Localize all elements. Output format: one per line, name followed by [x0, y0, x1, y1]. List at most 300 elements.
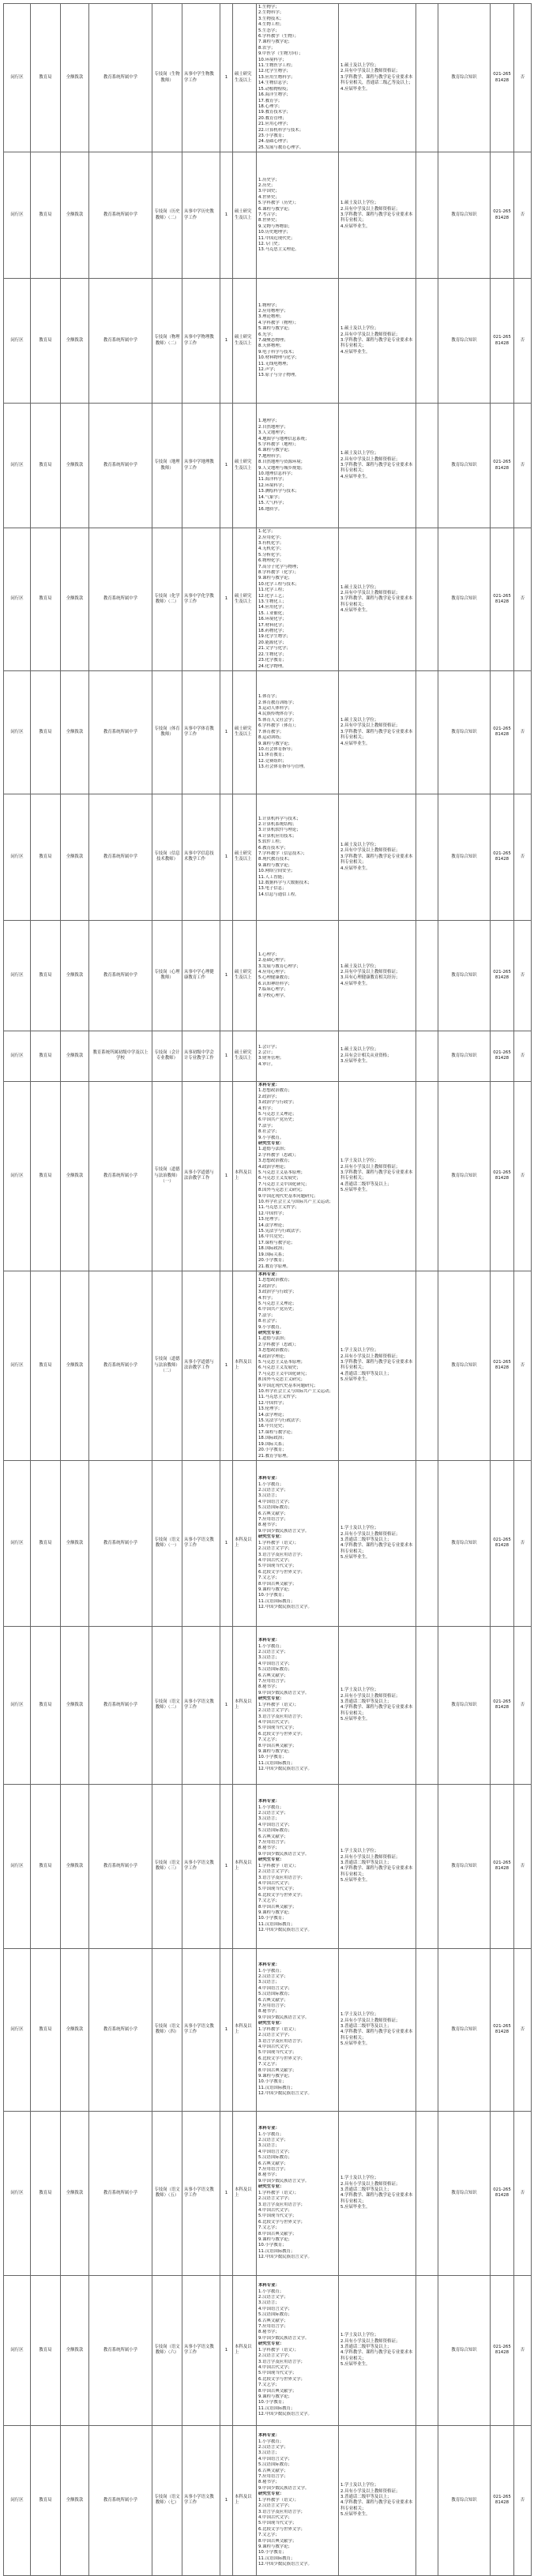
major-requirement-line: 9.课程与教学论；	[258, 1909, 292, 1915]
other-requirement-line: 4.学科教学、课程与教学论专业要求本科专业相关；	[340, 1705, 413, 1716]
major-requirement-line: 5.软件工程；	[258, 839, 284, 845]
major-requirement-line: 6.古典文献学；	[258, 1511, 288, 1516]
major-requirement-line: 2.汉语言文字学；	[258, 1869, 292, 1875]
major-requirement-line: 1.小学教育；	[258, 2131, 284, 2137]
major-requirements-cell	[257, 528, 339, 671]
major-requirement-line: 8.秘书学；	[258, 1846, 280, 1851]
employer-unit-cell: 教育系统所属小学	[89, 1460, 152, 1626]
major-requirement-line: 14.法学理论；	[258, 1222, 287, 1228]
major-requirement-line: 研究生专业：	[258, 1696, 284, 1702]
hire-count-cell: 1	[220, 794, 233, 920]
other-requirement-line: 3.学科教学、课程与教学论专业要求本科专业相关，普通话二级乙等及以上；	[340, 74, 413, 86]
major-requirement-line: 6.古典文献学；	[258, 2161, 288, 2166]
department-cell: 教育局	[31, 1271, 61, 1460]
hire-count-cell: 1	[220, 1271, 233, 1460]
other-requirement-line: 1.硕士及以上学位；	[340, 584, 379, 590]
funding-nature-cell: 全额拨款	[61, 279, 89, 404]
major-requirement-line: 3.语言学及应用语言学；	[258, 2038, 306, 2044]
major-requirement-line: 1.学科教学（语文）；	[258, 2347, 299, 2353]
major-requirement-line: 24.化学物理。	[258, 663, 287, 669]
funding-nature-cell: 全额拨款	[61, 2111, 89, 2275]
remark-cell: 否	[514, 152, 532, 279]
major-requirement-line: 15.工业催化；	[258, 610, 287, 616]
duty-cell: 从事小学道德与法治教学工作	[182, 1271, 220, 1460]
district-cell: 闵行区	[4, 1460, 31, 1626]
education-cell: 硕士研究生及以上	[233, 279, 257, 404]
other-requirement-line: 2.具有小学及以上教师资格证；	[340, 1531, 400, 1537]
major-requirement-line: 21.应用心理学；	[258, 122, 291, 127]
district-cell: 闵行区	[4, 1626, 31, 1784]
other-requirements-cell	[339, 1784, 416, 1948]
major-requirement-line: 8.中国古典文献学；	[258, 2538, 297, 2544]
major-requirement-line: 3.生物技术；	[258, 16, 284, 21]
employer-unit-cell: 教育系统所属小学	[89, 1081, 152, 1271]
position-row	[4, 1031, 532, 1081]
major-requirement-line: 6.古典文献学；	[258, 1834, 288, 1839]
major-requirement-line: 1.学科教学（语文）；	[258, 2497, 299, 2503]
major-requirement-line: 5.马克思主义基本原理；	[258, 1360, 306, 1365]
other-requirement-line: 5.应届毕业生。	[340, 2041, 370, 2047]
major-requirement-line: 7.文艺学；	[258, 2533, 280, 2538]
other-requirements-cell	[339, 1031, 416, 1081]
contact-phone-cell: 021-26581428	[491, 2425, 514, 2575]
education-cell: 本科及以上	[233, 1784, 257, 1948]
position-row	[4, 152, 532, 279]
major-requirement-line: 12.化学生物学；	[258, 69, 291, 74]
other-requirement-line: 3.普通话二级甲等及以上；	[340, 2187, 392, 2192]
major-requirement-line: 15.大气科学；	[258, 501, 287, 506]
exam-subject-cell: 教育综合知识	[438, 670, 491, 794]
employer-unit-cell: 教育系统所属中学	[89, 4, 152, 152]
district-cell: 闵行区	[4, 1784, 31, 1948]
major-requirement-line: 研究生专业：	[258, 1140, 284, 1146]
remark-cell: 否	[514, 920, 532, 1031]
post-name-cell: 专技岗（语文教师）（四）	[152, 1948, 182, 2111]
other-requirement-line: 5.应届毕业生。	[340, 1188, 370, 1193]
major-requirement-line: 10.化学工程与技术；	[258, 581, 299, 587]
major-requirement-line: 14.信息与通信工程。	[258, 892, 299, 897]
major-requirement-line: 3.政治学与行政学；	[258, 1290, 297, 1295]
major-requirement-line: 7.法学；	[258, 1312, 276, 1318]
major-requirement-line: 3.汉语言；	[258, 2450, 280, 2456]
major-requirement-line: 3.计算机软件与理论；	[258, 828, 301, 833]
other-requirement-line: 2.具有中学及以上教师资格证；	[340, 69, 400, 74]
major-requirement-line: 10.小学教育；	[258, 1593, 287, 1598]
major-requirement-line: 4.哲学；	[258, 1106, 276, 1111]
other-requirement-line: 1.学士及以上学位；	[340, 2483, 379, 2488]
major-requirement-line: 8.中国古典文献学；	[258, 1904, 297, 1909]
remark-cell: 否	[514, 1948, 532, 2111]
other-requirements-cell	[339, 670, 416, 794]
other-requirements-cell	[339, 2425, 416, 2575]
department-cell: 教育局	[31, 920, 61, 1031]
remark-cell: 否	[514, 279, 532, 404]
exam-subject-cell: 教育综合知识	[438, 4, 491, 152]
major-requirements-cell	[257, 404, 339, 528]
major-requirement-line: 3.财务管理；	[258, 1056, 284, 1061]
funding-nature-cell: 全额拨款	[61, 920, 89, 1031]
major-requirement-line: 本科专业：	[258, 1082, 280, 1087]
major-requirement-line: 20.小学教育；	[258, 1258, 287, 1264]
department-cell: 教育局	[31, 1460, 61, 1626]
major-requirement-line: 7.应用语言学；	[258, 2474, 288, 2480]
major-requirement-line: 8.秘书学；	[258, 2330, 280, 2335]
major-requirement-line: 5.汉语国际教育；	[258, 1505, 292, 1511]
other-requirement-line: 2.具有小学及以上教师资格证；	[340, 2338, 400, 2344]
major-requirement-line: 12.中国少数民族语言文学。	[258, 1928, 312, 1933]
major-requirement-line: 8.中国古典文献学；	[258, 2231, 297, 2236]
other-requirement-line: 4.学科教学、课程与教学论专业要求本科专业相关；	[340, 2193, 413, 2204]
major-requirement-line: 5.生态学；	[258, 28, 280, 33]
other-requirement-line: 4.应届毕业生。	[340, 223, 370, 229]
contact-phone-cell: 021-26581428	[491, 152, 514, 279]
major-requirement-line: 4.中国古代文学；	[258, 1719, 292, 1725]
major-requirement-line: 研究生专业：	[258, 1534, 284, 1540]
hire-count-cell: 1	[220, 920, 233, 1031]
major-requirement-line: 3.语言学及应用语言学；	[258, 1714, 306, 1719]
major-requirement-line: 11.化学工程；	[258, 588, 287, 593]
major-requirement-line: 6.课程与教学论；	[258, 206, 292, 212]
major-requirement-line: 7.应用语言学；	[258, 1517, 288, 1523]
major-requirement-line: 7.马克思主义中国化研究；	[258, 1371, 310, 1376]
district-cell: 闵行区	[4, 4, 31, 152]
major-requirement-line: 14.应用化学；	[258, 605, 287, 610]
other-requirement-line: 5.应届毕业生。	[340, 2512, 370, 2518]
major-requirement-line: 13.伦理学；	[258, 1217, 283, 1222]
other-requirement-line: 1.硕士及以上学位；	[340, 201, 379, 206]
major-requirement-line: 6.古典文献学；	[258, 1997, 288, 2003]
major-requirement-line: 5.汉语国际教育；	[258, 2155, 292, 2161]
exam-subject-cell: 教育综合知识	[438, 1626, 491, 1784]
other-requirement-line: 2.具有小学及以上教师资格证；	[340, 2018, 400, 2023]
other-requirements-cell	[339, 1271, 416, 1460]
funding-nature-cell: 全额拨款	[61, 404, 89, 528]
major-requirement-line: 2.汉语言文学；	[258, 1811, 288, 1816]
major-requirement-line: 1.物理学；	[258, 302, 280, 308]
major-requirement-line: 10.科学社会主义与国际共产主义运动；	[258, 1389, 333, 1395]
remark-cell: 否	[514, 794, 532, 920]
major-requirement-line: 8.中国古典文献学；	[258, 1581, 297, 1587]
remark-cell: 否	[514, 1271, 532, 1460]
major-requirement-line: 7.考古学；	[258, 212, 280, 217]
other-requirement-line: 2.具有中学及以上教师资格证；	[340, 723, 400, 729]
contact-phone-cell: 021-26581428	[491, 1031, 514, 1081]
department-cell: 教育局	[31, 2425, 61, 2575]
other-requirement-line: 4.应届毕业生。	[340, 741, 370, 746]
employer-unit-cell: 教育系统所属小学	[89, 1784, 152, 1948]
funding-nature-cell: 全额拨款	[61, 670, 89, 794]
major-requirement-line: 1.心理学；	[258, 952, 280, 957]
exam-subject-cell: 教育综合知识	[438, 1271, 491, 1460]
major-requirement-line: 7.马克思主义中国化研究；	[258, 1181, 310, 1187]
department-cell: 教育局	[31, 1626, 61, 1784]
funding-nature-cell: 全额拨款	[61, 1784, 89, 1948]
district-cell: 闵行区	[4, 2111, 31, 2275]
education-cell: 硕士研究生及以上	[233, 670, 257, 794]
major-requirement-line: 10.材料物理与化学；	[258, 355, 299, 361]
major-requirement-line: 7.文艺学；	[258, 2062, 280, 2067]
major-requirement-line: 8.世界史；	[258, 218, 280, 223]
major-requirement-line: 4.审计。	[258, 1061, 276, 1067]
exam-subject-cell: 教育综合知识	[438, 404, 491, 528]
major-requirement-line: 2.应用物理学；	[258, 308, 288, 314]
major-requirement-line: 10.小学教育；	[258, 1916, 287, 1921]
major-requirement-line: 11.体育教育；	[258, 753, 287, 758]
major-requirement-line: 16.中共党史；	[258, 1424, 287, 1429]
other-requirements-cell	[339, 920, 416, 1031]
positions-grid	[3, 3, 532, 2576]
major-requirement-line: 3.思想政治教育；	[258, 1348, 292, 1354]
education-cell: 硕士研究生及以上	[233, 920, 257, 1031]
major-requirement-line: 12.中国少数民族语言文学。	[258, 1767, 312, 1772]
major-requirement-line: 8.农学；	[258, 45, 276, 51]
other-requirements-cell	[339, 4, 416, 152]
blank-cell	[416, 4, 438, 152]
education-cell: 本科及以上	[233, 1081, 257, 1271]
major-requirement-line: 9.文物与博物馆；	[258, 223, 292, 229]
major-requirements-cell	[257, 1626, 339, 1784]
major-requirement-line: 9.中国近现代史基本问题研究；	[258, 1383, 318, 1388]
major-requirement-line: 21.教育学原理。	[258, 1264, 291, 1269]
major-requirement-line: 2.汉语言文学；	[258, 1650, 288, 1655]
funding-nature-cell: 全额拨款	[61, 1271, 89, 1460]
duty-cell: 从事中学地理教学工作	[182, 404, 220, 528]
major-requirement-line: 12.数据科学与大数据技术；	[258, 881, 312, 886]
major-requirement-line: 8.中国古典文献学；	[258, 2067, 297, 2073]
major-requirement-line: 3.汉语言；	[258, 1493, 280, 1499]
major-requirement-line: 2.汉语言文学；	[258, 1974, 288, 1980]
major-requirement-line: 4.中国语言文学；	[258, 2456, 292, 2461]
other-requirements-cell	[339, 1948, 416, 2111]
major-requirement-line: 3.政治学与行政学；	[258, 1100, 297, 1106]
major-requirement-line: 6.比较文学与世界文学；	[258, 2219, 306, 2225]
employer-unit-cell: 教育系统所属中学	[89, 794, 152, 920]
major-requirement-line: 3.汉语言；	[258, 1980, 280, 1985]
major-requirement-line: 1.思想政治教育；	[258, 1278, 292, 1283]
major-requirement-line: 1.体育学；	[258, 694, 280, 700]
major-requirement-line: 15.宪法学与行政法学；	[258, 1229, 304, 1234]
major-requirement-line: 21.教育学原理。	[258, 1453, 291, 1459]
major-requirement-line: 11.汉语国际教育；	[258, 1921, 295, 1927]
major-requirement-line: 6.教育技术学；	[258, 845, 288, 851]
major-requirement-line: 7.凝聚态物理；	[258, 337, 288, 343]
major-requirement-line: 4.中国语言文学；	[258, 1499, 292, 1504]
hire-count-cell: 1	[220, 404, 233, 528]
major-requirement-line: 7.文艺学；	[258, 1575, 280, 1581]
major-requirement-line: 10.小学教育；	[258, 2400, 287, 2405]
major-requirement-line: 12.中国少数民族语言文学。	[258, 1605, 312, 1610]
major-requirement-line: 11.人工智能；	[258, 874, 287, 880]
other-requirement-line: 4.学科教学、课程与教学论专业要求本科专业相关；	[340, 2350, 413, 2361]
funding-nature-cell: 全额拨款	[61, 1460, 89, 1626]
other-requirement-line: 1.学士及以上学位；	[340, 1526, 379, 1531]
education-cell: 本科及以上	[233, 1271, 257, 1460]
hire-count-cell: 1	[220, 1626, 233, 1784]
post-name-cell: 专技岗（道德与法治教师）（二）	[152, 1271, 182, 1460]
blank-cell	[416, 2111, 438, 2275]
major-requirement-line: 8.秘书学；	[258, 2480, 280, 2485]
duty-cell: 从事小学道德与法治教学工作	[182, 1081, 220, 1271]
duty-cell: 从事中学物理教学工作	[182, 279, 220, 404]
other-requirement-line: 5.应届毕业生。	[340, 1377, 370, 1383]
major-requirement-line: 4.生物工程；	[258, 22, 284, 28]
major-requirement-line: 5.马克思主义理论；	[258, 1111, 297, 1117]
major-requirement-line: 3.汉语言；	[258, 1816, 280, 1822]
major-requirement-line: 4.中国语言文学；	[258, 2306, 292, 2311]
major-requirement-line: 3.语言学及应用语言学；	[258, 1875, 306, 1880]
exam-subject-cell: 教育综合知识	[438, 279, 491, 404]
major-requirement-line: 12.中国少数民族语言文学。	[258, 2562, 312, 2567]
duty-cell: 从事小学语文教学工作	[182, 1460, 220, 1626]
major-requirement-line: 5.汉语国际教育；	[258, 1667, 292, 1673]
other-requirement-line: 1.学士及以上学位；	[340, 1849, 379, 1854]
major-requirement-line: 7.高分子化学与物理；	[258, 564, 301, 569]
major-requirement-line: 8.自然地理与资源环境；	[258, 460, 306, 465]
major-requirement-line: 4.中国语言文学；	[258, 1985, 292, 1991]
other-requirement-line: 1.学士及以上学位；	[340, 1348, 379, 1354]
major-requirement-line: 5.汉语国际教育；	[258, 1828, 292, 1834]
blank-cell	[416, 528, 438, 671]
district-cell: 闵行区	[4, 670, 31, 794]
major-requirement-line: 25.发展与教育心理学。	[258, 145, 304, 150]
major-requirement-line: 6.学科教学（体育）；	[258, 723, 299, 729]
major-requirement-line: 16.海洋生物学；	[258, 92, 291, 98]
contact-phone-cell: 021-26581428	[491, 1626, 514, 1784]
department-cell: 教育局	[31, 1031, 61, 1081]
major-requirement-line: 5.学科教学（历史）；	[258, 201, 299, 206]
exam-subject-cell: 教育综合知识	[438, 1460, 491, 1626]
major-requirement-line: 3.语言学及应用语言学；	[258, 2202, 306, 2207]
major-requirement-line: 16.中共党史；	[258, 1234, 287, 1240]
exam-subject-cell: 教育综合知识	[438, 1784, 491, 1948]
major-requirement-line: 20.能源化学；	[258, 640, 287, 645]
employer-unit-cell: 教育系统所属中学	[89, 920, 152, 1031]
major-requirement-line: 9.电子科学与技术；	[258, 349, 297, 355]
other-requirement-line: 1.学士及以上学位；	[340, 2176, 379, 2181]
major-requirement-line: 17.课程与教学论；	[258, 1240, 295, 1245]
other-requirements-cell	[339, 1626, 416, 1784]
major-requirement-line: 2.应用化学；	[258, 535, 284, 540]
major-requirement-line: 2.政治学；	[258, 1283, 280, 1289]
contact-phone-cell: 021-26581428	[491, 528, 514, 671]
post-name-cell: 专技岗（语文教师）（二）	[152, 1626, 182, 1784]
position-row	[4, 4, 532, 152]
major-requirements-cell	[257, 152, 339, 279]
major-requirement-line: 1.道德与法治；	[258, 1147, 288, 1152]
major-requirements-cell	[257, 2275, 339, 2425]
funding-nature-cell: 全额拨款	[61, 152, 89, 279]
major-requirement-line: 2.汉语言文学；	[258, 2295, 288, 2300]
major-requirement-line: 13.马克思主义理论。	[258, 247, 299, 253]
other-requirement-line: 4.学科教学、课程与教学论专业要求本科专业相关；	[340, 2500, 413, 2511]
education-cell: 硕士研究生及以上	[233, 528, 257, 671]
other-requirement-line: 3.应届毕业生。	[340, 1059, 370, 1065]
major-requirement-line: 本科专业：	[258, 2126, 280, 2131]
major-requirement-line: 2.汉语言文字学；	[258, 1708, 292, 1714]
major-requirement-line: 9.课程与教学论；	[258, 2544, 292, 2549]
major-requirement-line: 本科专业：	[258, 1271, 280, 1277]
other-requirements-cell	[339, 2275, 416, 2425]
remark-cell: 否	[514, 1031, 532, 1081]
major-requirement-line: 3.发展与教育心理学；	[258, 963, 301, 969]
major-requirement-line: 5.马克思主义基本原理；	[258, 1170, 306, 1175]
major-requirement-line: 6.比较文学与世界文学；	[258, 2376, 306, 2382]
other-requirements-cell	[339, 794, 416, 920]
position-row	[4, 1081, 532, 1271]
major-requirement-line: 5.学科教学（地理）；	[258, 442, 299, 448]
exam-subject-cell: 教育综合知识	[438, 1948, 491, 2111]
major-requirements-cell	[257, 1031, 339, 1081]
other-requirement-line: 2.具有小学及以上教师资格证；	[340, 1693, 400, 1699]
other-requirement-line: 1.硕士及以上学位；	[340, 717, 379, 723]
major-requirement-line: 6.光学；	[258, 332, 276, 337]
duty-cell: 从事中学心理健康教育工作	[182, 920, 220, 1031]
major-requirement-line: 1.学科教学（语文）；	[258, 2026, 299, 2032]
major-requirement-line: 9.小学教育。	[258, 1324, 284, 1330]
contact-phone-cell: 021-26581428	[491, 2275, 514, 2425]
post-name-cell: 专技岗（心理教师）	[152, 920, 182, 1031]
district-cell: 闵行区	[4, 2275, 31, 2425]
major-requirement-line: 2.学科教学（思政）；	[258, 1342, 299, 1347]
major-requirement-line: 10.小学教育；	[258, 2079, 287, 2085]
major-requirement-line: 16.环境化学；	[258, 617, 287, 622]
remark-cell: 否	[514, 528, 532, 671]
major-requirement-line: 本科专业：	[258, 2433, 280, 2439]
recruitment-table	[3, 3, 531, 2576]
major-requirement-line: 20.小学教育；	[258, 1448, 287, 1453]
major-requirement-line: 12.中国少数民族语言文学。	[258, 2412, 312, 2417]
employer-unit-cell: 教育系统所属中学	[89, 279, 152, 404]
major-requirement-line: 本科专业：	[258, 2283, 280, 2289]
major-requirement-line: 22.生物化学；	[258, 652, 287, 657]
major-requirement-line: 2.体育教育训练学；	[258, 700, 297, 705]
major-requirement-line: 2.汉语言文字学；	[258, 2353, 292, 2359]
other-requirement-line: 2.具有小学及以上教师资格证；	[340, 2488, 400, 2494]
major-requirement-line: 2.汉语言文字学；	[258, 2196, 292, 2202]
other-requirement-line: 4.应届毕业生。	[340, 608, 370, 614]
major-requirement-line: 8.学科教学（化学）；	[258, 570, 299, 575]
district-cell: 闵行区	[4, 794, 31, 920]
major-requirement-line: 8.国外马克思主义研究；	[258, 1377, 306, 1383]
funding-nature-cell: 全额拨款	[61, 2425, 89, 2575]
other-requirement-line: 3.普通话二级甲等及以上；	[340, 1538, 392, 1542]
other-requirement-line: 3.具有心理健康教育相关经历；	[340, 975, 400, 981]
employer-unit-cell: 教育系统所属小学	[89, 1271, 152, 1460]
other-requirement-line: 2.具有小学及以上教师资格证；	[340, 1354, 400, 1359]
position-row	[4, 279, 532, 404]
duty-cell: 从事中学历史教学工作	[182, 152, 220, 279]
major-requirement-line: 4.中国古代文学；	[258, 2207, 292, 2213]
major-requirement-line: 8.秘书学；	[258, 1523, 280, 1528]
contact-phone-cell: 021-26581428	[491, 1081, 514, 1271]
major-requirement-line: 9.课程与教学论；	[258, 2073, 292, 2078]
major-requirement-line: 本科专业：	[258, 1476, 280, 1481]
employer-unit-cell: 教育系统所属中学	[89, 670, 152, 794]
hire-count-cell: 1	[220, 4, 233, 152]
post-name-cell: 专技岗（物理教师）（二）	[152, 279, 182, 404]
major-requirements-cell	[257, 670, 339, 794]
major-requirement-line: 7.临床心理学；	[258, 987, 288, 993]
major-requirement-line: 19.化学生物学；	[258, 634, 291, 640]
department-cell: 教育局	[31, 1081, 61, 1271]
district-cell: 闵行区	[4, 2425, 31, 2575]
post-name-cell: 专技岗（语文教师）（一）	[152, 1460, 182, 1626]
exam-subject-cell: 教育综合知识	[438, 2425, 491, 2575]
major-requirement-line: 9.课程与教学论；	[258, 1587, 292, 1592]
other-requirement-line: 4.普通话二级甲等及以上；	[340, 1371, 392, 1376]
major-requirements-cell	[257, 794, 339, 920]
major-requirement-line: 12.专门史；	[258, 241, 283, 246]
